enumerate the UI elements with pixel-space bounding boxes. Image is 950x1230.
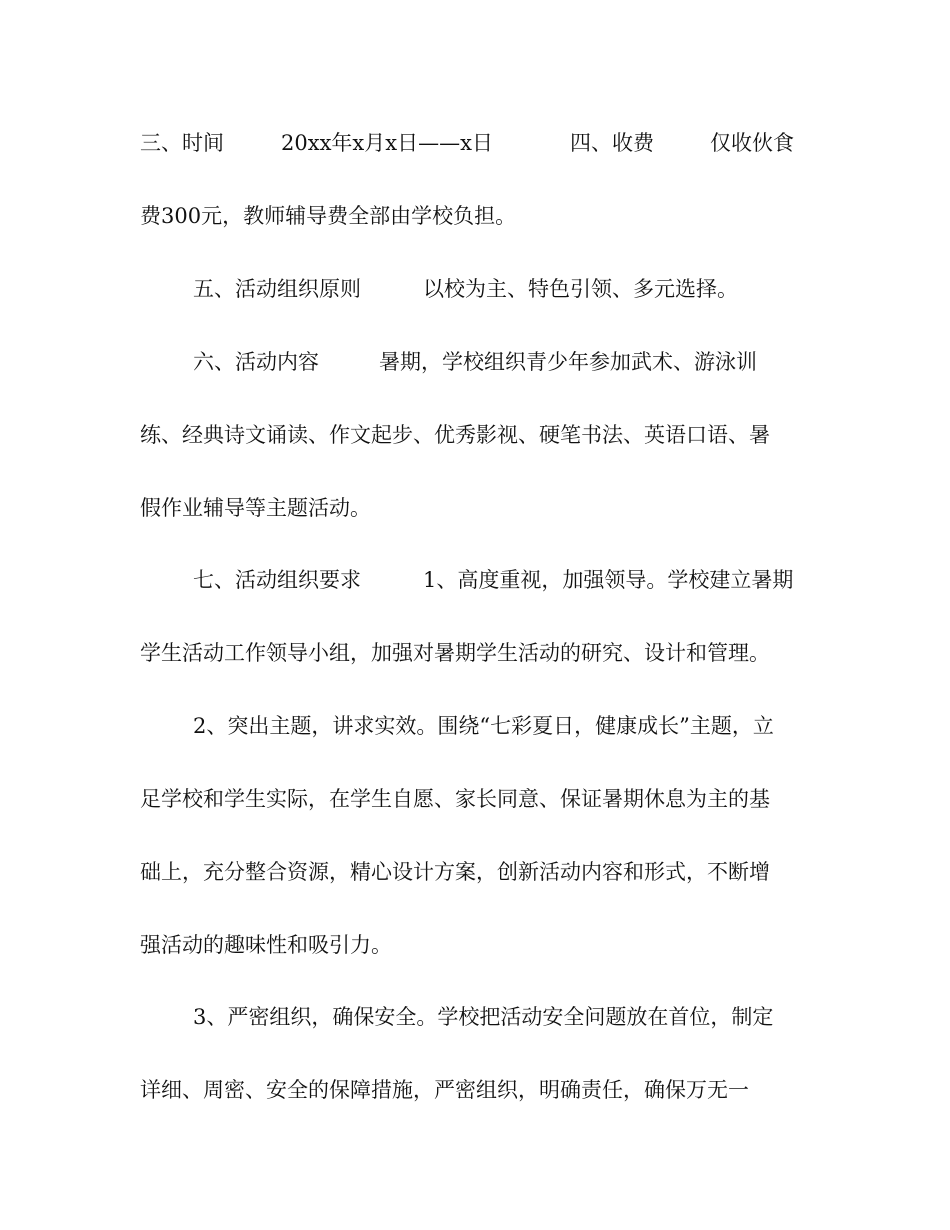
text-line: 费300元，教师辅导费全部由学校负担。	[140, 204, 517, 228]
heading-principle: 五、活动组织原则	[193, 277, 361, 301]
text-line: 详细、周密、安全的保障措施，严密组织，明确责任，确保万无一	[140, 1078, 749, 1102]
text-line-principle	[193, 269, 820, 309]
text-line: 础上，充分整合资源，精心设计方案，创新活动内容和形式，不断增	[140, 860, 770, 884]
text-line: 强活动的趣味性和吸引力。	[140, 933, 392, 957]
text-line-content	[193, 342, 820, 382]
heading-requirements: 七、活动组织要求	[193, 568, 361, 592]
time-value: 20xx年x月x日——x日	[281, 131, 493, 155]
fee-value-start: 仅收伙食	[710, 131, 794, 155]
content-value-start: 暑期，学校组织青少年参加武术、游泳训	[379, 350, 757, 374]
principle-value: 以校为主、特色引领、多元选择。	[423, 277, 738, 301]
text-line: 练、经典诗文诵读、作文起步、优秀影视、硬笔书法、英语口语、暑	[140, 423, 770, 447]
text-line: 学生活动工作领导小组，加强对暑期学生活动的研究、设计和管理。	[140, 641, 770, 665]
text-line-requirements	[193, 560, 820, 600]
text-line: 3、严密组织，确保安全。学校把活动安全问题放在首位，制定	[193, 1005, 774, 1029]
text-line-time-fee	[140, 123, 820, 163]
text-line: 足学校和学生实际，在学生自愿、家长同意、保证暑期休息为主的基	[140, 787, 770, 811]
heading-content: 六、活动内容	[193, 350, 319, 374]
heading-fee: 四、收费	[570, 131, 654, 155]
requirement-1-start: 1、高度重视，加强领导。学校建立暑期	[423, 568, 794, 592]
text-line: 2、突出主题，讲求实效。围绕“七彩夏日，健康成长”主题，立	[193, 714, 774, 738]
heading-time: 三、时间	[140, 131, 224, 155]
text-line: 假作业辅导等主题活动。	[140, 496, 371, 520]
